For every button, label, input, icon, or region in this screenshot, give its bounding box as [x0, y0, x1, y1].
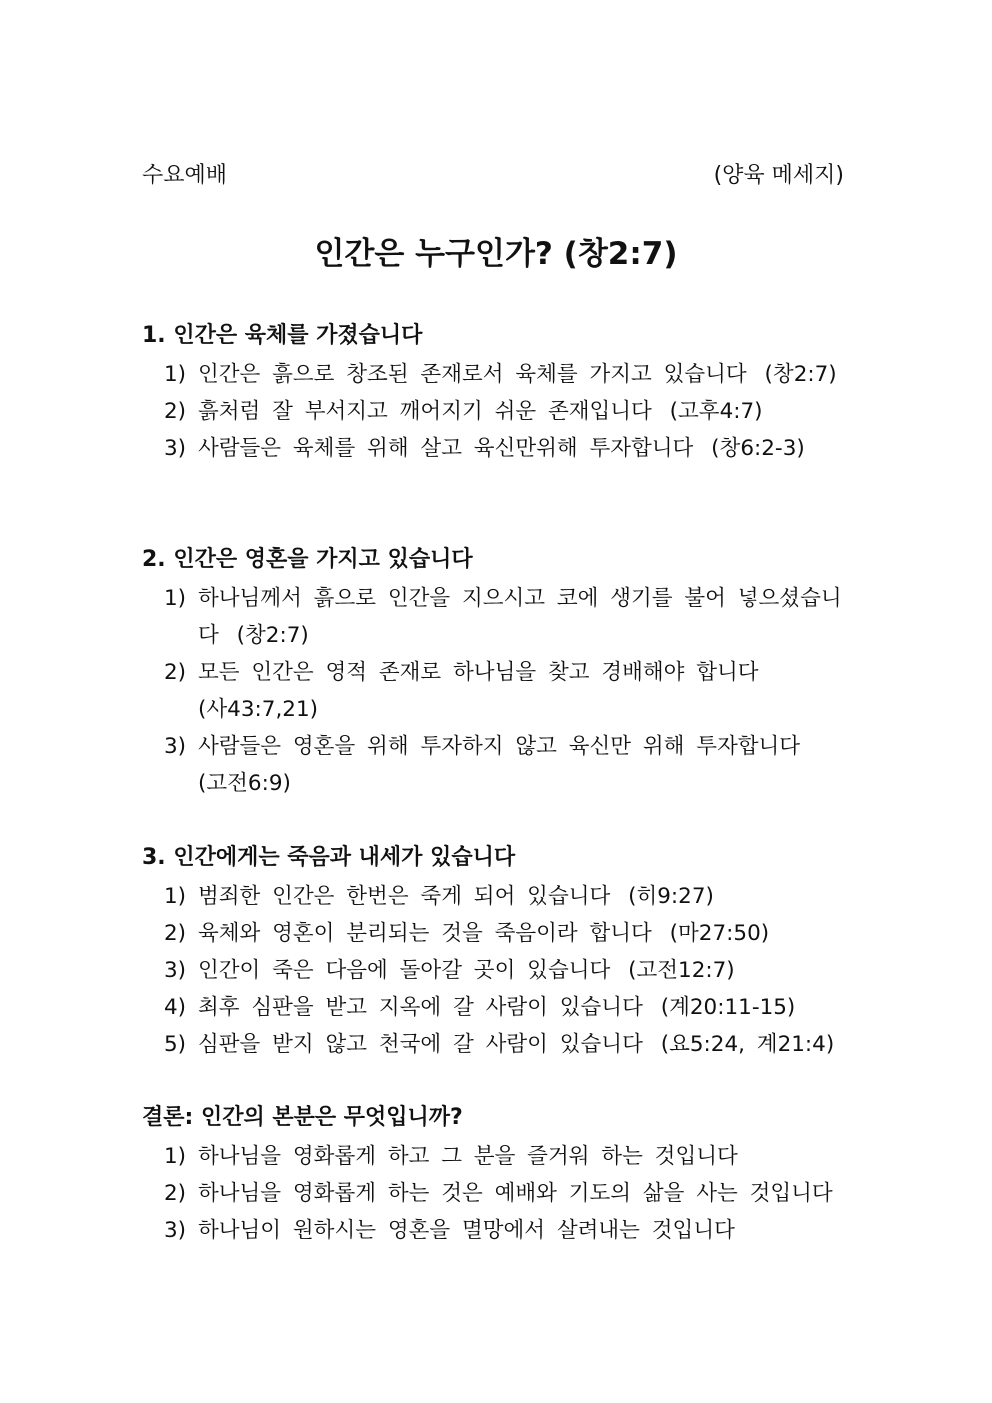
item-text: 심판을 받지 않고 천국에 갈 사람이 있습니다	[198, 1032, 643, 1057]
scripture-reference: (고전12:7)	[628, 958, 735, 983]
item-number: 2)	[164, 660, 187, 685]
item-number: 2)	[164, 399, 187, 424]
item-text: 범죄한 인간은 한번은 죽게 되어 있습니다	[198, 884, 611, 909]
item-text: 사람들은 육체를 위해 살고 육신만위해 투자합니다	[198, 436, 694, 461]
item-text: 사람들은 영혼을 위해 투자하지 않고 육신만 위해 투자합니다	[198, 734, 801, 759]
list-item	[142, 580, 862, 654]
item-number: 5)	[164, 1032, 187, 1057]
scripture-reference: (창2:7)	[764, 362, 837, 387]
item-text: 하나님께서 흙으로 인간을 지으시고 코에 생기를 불어 넣으셨습니다	[198, 586, 842, 648]
section-heading: 결론: 인간의 본분은 무엇입니까?	[142, 1105, 463, 1130]
scripture-reference: (히9:27)	[628, 884, 714, 909]
list-item	[142, 1026, 862, 1063]
list-item	[142, 989, 862, 1026]
scripture-reference: (계20:11-15)	[660, 995, 796, 1020]
item-text: 하나님을 영화롭게 하는 것은 예배와 기도의 삶을 사는 것입니다	[198, 1181, 833, 1206]
item-number: 3)	[164, 436, 187, 461]
section-soul	[142, 542, 862, 802]
list-item	[142, 952, 862, 989]
item-number: 1)	[164, 884, 187, 909]
list-item	[142, 915, 862, 952]
item-number: 2)	[164, 921, 187, 946]
section-flesh	[142, 318, 862, 467]
list-item	[142, 1175, 862, 1212]
list-item	[142, 878, 862, 915]
item-text: 육체와 영혼이 분리되는 것을 죽음이라 합니다	[198, 921, 652, 946]
list-item	[142, 430, 862, 467]
scripture-reference: (요5:24, 계21:4)	[660, 1032, 835, 1057]
scripture-reference: (창2:7)	[236, 623, 309, 648]
item-text: 인간이 죽은 다음에 돌아갈 곳이 있습니다	[198, 958, 611, 983]
scripture-reference: (고후4:7)	[669, 399, 763, 424]
item-number: 3)	[164, 1218, 187, 1243]
item-number: 4)	[164, 995, 187, 1020]
item-text: 최후 심판을 받고 지옥에 갈 사람이 있습니다	[198, 995, 643, 1020]
list-item	[142, 728, 862, 802]
item-number: 1)	[164, 586, 187, 611]
section-heading: 3. 인간에게는 죽음과 내세가 있습니다	[142, 845, 516, 870]
item-text: 인간은 흙으로 창조된 존재로서 육체를 가지고 있습니다	[198, 362, 747, 387]
section-conclusion	[142, 1100, 862, 1249]
scripture-reference: (사43:7,21)	[198, 697, 319, 722]
item-number: 3)	[164, 958, 187, 983]
item-number: 2)	[164, 1181, 187, 1206]
scripture-reference: (고전6:9)	[198, 771, 291, 796]
list-item	[142, 654, 862, 728]
item-text: 흙처럼 잘 부서지고 깨어지기 쉬운 존재입니다	[198, 399, 652, 424]
section-heading: 1. 인간은 육체를 가졌습니다	[142, 323, 423, 348]
list-item	[142, 1138, 862, 1175]
scripture-reference: (창6:2-3)	[711, 436, 805, 461]
list-item	[142, 356, 862, 393]
document-title: 인간은 누구인가? (창2:7)	[314, 236, 678, 272]
item-number: 1)	[164, 1144, 187, 1169]
message-type-label: (양육 메세지)	[713, 163, 844, 188]
service-label: 수요예배	[142, 163, 228, 188]
item-text: 하나님이 원하시는 영혼을 멸망에서 살려내는 것입니다	[198, 1218, 735, 1243]
scripture-reference: (마27:50)	[669, 921, 770, 946]
item-text: 하나님을 영화롭게 하고 그 분을 즐거워 하는 것입니다	[198, 1144, 738, 1169]
list-item	[142, 1212, 862, 1249]
item-number: 3)	[164, 734, 187, 759]
item-text: 모든 인간은 영적 존재로 하나님을 찾고 경배해야 합니다	[198, 660, 759, 685]
section-heading: 2. 인간은 영혼을 가지고 있습니다	[142, 547, 473, 572]
section-death	[142, 840, 862, 1063]
item-number: 1)	[164, 362, 187, 387]
list-item	[142, 393, 862, 430]
